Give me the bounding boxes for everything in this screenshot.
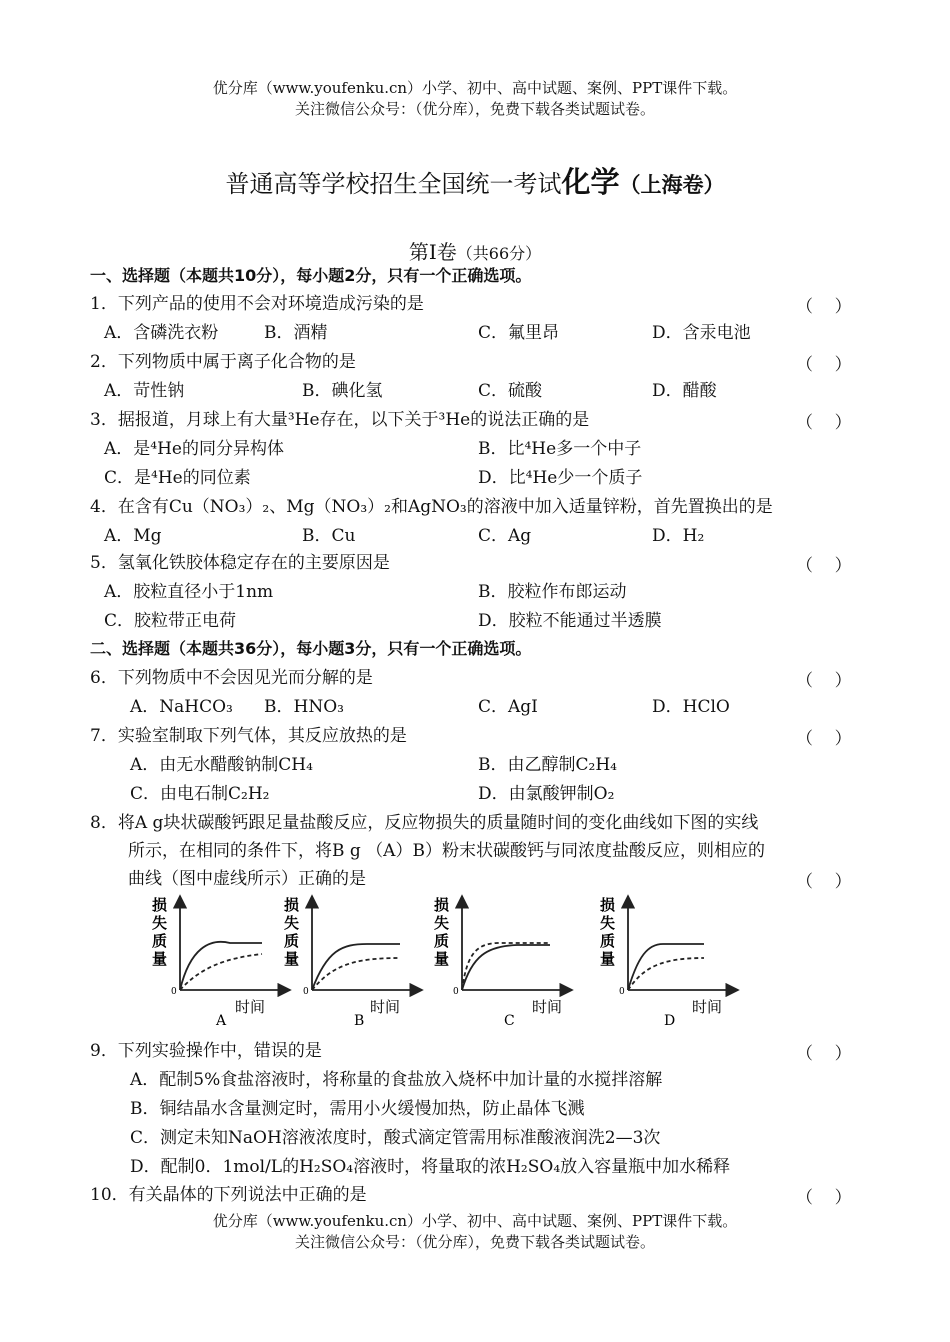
panel-c-origin: 0 (453, 987, 459, 997)
panel-a-ylabel-4: 量 (152, 950, 168, 968)
panel-a-origin: 0 (171, 987, 177, 997)
panel-a-ylabel-3: 质 (152, 932, 168, 950)
q6-option-b: B．HNO₃ (264, 697, 344, 717)
q7-option-a: A．由无水醋酸钠制CH₄ (130, 755, 313, 775)
q3-option-d: D．比⁴He少一个质子 (478, 468, 643, 488)
panel-c-ylabel-1: 损 (434, 896, 450, 914)
panel-d-ylabel-1: 损 (600, 896, 616, 914)
q5-option-c: C．胶粒带正电荷 (104, 611, 237, 631)
header-line-1: 优分库（www.youfenku.cn）小学、初中、高中试题、案例、PPT课件下载。 (212, 79, 738, 97)
q6-option-c: C．AgI (478, 697, 538, 717)
title-main: 普通高等学校招生全国统一考试 (225, 170, 562, 198)
q7-answer-bracket: （ ） (796, 729, 852, 749)
panel-d-origin: 0 (619, 987, 625, 997)
q9-stem: 9．下列实验操作中，错误的是 (90, 1041, 322, 1061)
q9-option-a: A．配制5%食盐溶液时，将称量的食盐放入烧杯中加计量的水搅拌溶解 (130, 1070, 663, 1090)
footer-line-1: 优分库（www.youfenku.cn）小学、初中、高中试题、案例、PPT课件下载。 (212, 1212, 738, 1230)
q4-stem: 4．在含有Cu（NO₃）₂、Mg（NO₃）₂和AgNO₃的溶液中加入适量锌粉，首先置换出的是 (90, 497, 773, 517)
footer-line-2: 关注微信公众号：（优分库），免费下载各类试题试卷。 (294, 1233, 655, 1251)
q9-answer-bracket: （ ） (796, 1044, 852, 1064)
title-region: （上海卷） (619, 172, 725, 197)
q1-option-b: B．酒精 (264, 323, 328, 343)
q7-option-c: C．由电石制C₂H₂ (130, 784, 270, 804)
panel-a-xlabel: 时间 (235, 998, 266, 1016)
section-1-heading: 一、选择题（本题共10分），每小题2分，只有一个正确选项。 (90, 266, 532, 285)
panel-b (284, 896, 422, 1028)
panel-a-label: A (216, 1013, 227, 1028)
page-title (0, 160, 950, 201)
q7-option-d: D．由氯酸钾制O₂ (478, 784, 615, 804)
q2-option-a: A．苛性钠 (104, 381, 185, 401)
q6-option-d: D．HClO (652, 697, 730, 717)
panel-b-origin: 0 (303, 987, 309, 997)
q5-option-b: B．胶粒作布郎运动 (478, 582, 627, 602)
panel-b-ylabel-3: 质 (284, 932, 300, 950)
q4-option-b: B．Cu (302, 526, 356, 546)
q1-stem: 1．下列产品的使用不会对环境造成污染的是 (90, 294, 424, 314)
panel-c-ylabel-3: 质 (434, 932, 450, 950)
panel-c (434, 896, 572, 1028)
title-subject: 化学 (561, 165, 620, 199)
header-line-2: 关注微信公众号：（优分库），免费下载各类试题试卷。 (294, 100, 655, 118)
panel-c-ylabel-4: 量 (434, 950, 450, 968)
q5-option-a: A．胶粒直径小于1nm (104, 582, 274, 602)
q5-answer-bracket: （ ） (796, 556, 852, 576)
panel-d-ylabel-3: 质 (600, 932, 616, 950)
q4-option-d: D．H₂ (652, 526, 705, 546)
panel-c-label: C (504, 1013, 515, 1028)
q3-option-b: B．比⁴He多一个中子 (478, 439, 642, 459)
q1-option-c: C．氟里昂 (478, 323, 560, 343)
panel-c-xlabel: 时间 (532, 998, 563, 1016)
q8-answer-bracket: （ ） (796, 872, 852, 892)
q1-option-a: A．含磷洗衣粉 (104, 323, 219, 343)
q2-answer-bracket: （ ） (796, 355, 852, 375)
q7-stem: 7．实验室制取下列气体，其反应放热的是 (90, 726, 407, 746)
panel-b-xlabel: 时间 (370, 998, 401, 1016)
panel-d-ylabel-4: 量 (600, 950, 616, 968)
panel-b-ylabel-1: 损 (284, 896, 300, 914)
panel-a (152, 896, 290, 1028)
q10-stem: 10．有关晶体的下列说法中正确的是 (90, 1185, 367, 1205)
q2-option-d: D．醋酸 (652, 381, 717, 401)
panel-d-ylabel-2: 失 (600, 914, 616, 932)
panel-b-ylabel-4: 量 (284, 950, 300, 968)
q3-answer-bracket: （ ） (796, 413, 852, 433)
q4-option-c: C．Ag (478, 526, 532, 546)
q4-option-a: A．Mg (104, 526, 162, 546)
q3-option-a: A．是⁴He的同分异构体 (104, 439, 284, 459)
panel-a-ylabel-1: 损 (152, 896, 168, 914)
q1-answer-bracket: （ ） (796, 297, 852, 317)
q3-option-c: C．是⁴He的同位素 (104, 468, 251, 488)
volume-heading (0, 236, 950, 265)
q10-answer-bracket: （ ） (796, 1188, 852, 1208)
q5-option-d: D．胶粒不能通过半透膜 (478, 611, 662, 631)
volume-points: （共66分） (456, 244, 542, 263)
q1-option-d: D．含汞电池 (652, 323, 751, 343)
panel-c-ylabel-2: 失 (434, 914, 450, 932)
q9-option-c: C．测定未知NaOH溶液浓度时，酸式滴定管需用标准酸液润洗2—3次 (130, 1128, 661, 1148)
q6-answer-bracket: （ ） (796, 671, 852, 691)
q8-curves-figure (140, 888, 740, 1028)
q6-option-a: A．NaHCO₃ (130, 697, 233, 717)
q9-option-b: B．铜结晶水含量测定时，需用小火缓慢加热，防止晶体飞溅 (130, 1099, 585, 1119)
q5-stem: 5．氢氧化铁胶体稳定存在的主要原因是 (90, 553, 390, 573)
q7-option-b: B．由乙醇制C₂H₄ (478, 755, 617, 775)
panel-b-ylabel-2: 失 (284, 914, 300, 932)
volume-label: 第Ⅰ卷 (408, 240, 457, 264)
panel-a-ylabel-2: 失 (152, 914, 168, 932)
q6-stem: 6．下列物质中不会因见光而分解的是 (90, 668, 373, 688)
q3-stem: 3．据报道，月球上有大量³He存在，以下关于³He的说法正确的是 (90, 410, 590, 430)
q2-option-b: B．碘化氢 (302, 381, 383, 401)
panel-d-label: D (664, 1013, 676, 1028)
q8-stem-line-3: 曲线（图中虚线所示）正确的是 (128, 869, 366, 889)
q2-option-c: C．硫酸 (478, 381, 543, 401)
q8-stem-line-1: 8．将A g块状碳酸钙跟足量盐酸反应，反应物损失的质量随时间的变化曲线如下图的实线 (90, 813, 759, 833)
section-2-heading: 二、选择题（本题共36分），每小题3分，只有一个正确选项。 (90, 639, 532, 658)
q8-stem-line-2: 所示，在相同的条件下，将B g （A）B）粉末状碳酸钙与同浓度盐酸反应，则相应的 (128, 841, 765, 861)
panel-b-label: B (354, 1013, 365, 1028)
panel-d (600, 896, 738, 1028)
panel-d-xlabel: 时间 (692, 998, 723, 1016)
q9-option-d: D．配制0．1mol/L的H₂SO₄溶液时，将量取的浓H₂SO₄放入容量瓶中加水稀释 (130, 1157, 731, 1177)
q2-stem: 2．下列物质中属于离子化合物的是 (90, 352, 356, 372)
